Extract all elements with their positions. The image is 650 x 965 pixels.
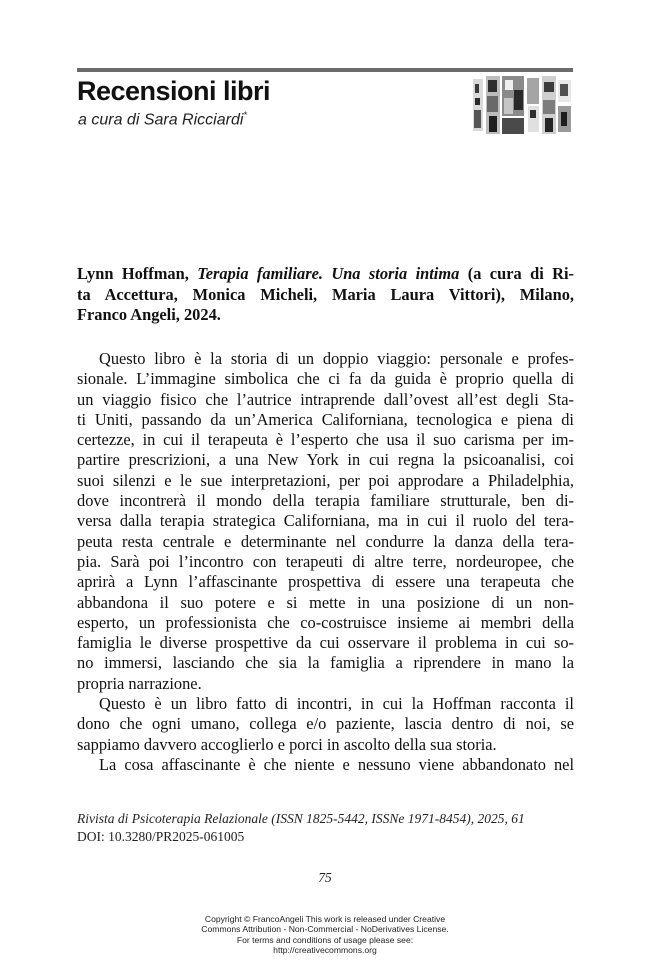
- editor-line: [78, 110, 247, 129]
- body-line: abbandona il suo potere e si mette in una posizione di un non-: [77, 592, 574, 612]
- body-line: versa dalla terapia strategica Californiana, ma in cui il ruolo del tera-: [77, 511, 574, 531]
- license-notice: [0, 914, 650, 955]
- license-line: For terms and conditions of usage please see:: [236, 934, 414, 945]
- body-line: Questo è un libro fatto di incontri, in cui la Hoffman racconta il: [99, 694, 574, 714]
- editor-footnote-mark: *: [243, 110, 247, 120]
- license-line: Copyright © FrancoAngeli This work is released under Creative: [204, 914, 446, 924]
- body-line: esperto, un professionista che co-costruisce insieme ai membri della: [77, 612, 574, 632]
- body-line: un viaggio fisico che l’autrice intraprende dall’ovest all’est degli Sta-: [77, 389, 574, 409]
- journal-citation: Rivista di Psicoterapia Relazionale (ISSN 1825-5442, ISSNe 1971-8454), 2025, 61: [77, 811, 525, 826]
- header-collage-image: [472, 76, 572, 134]
- body-line: sappiamo davvero accoglierlo e porci in ascolto della sua storia.: [77, 734, 497, 754]
- section-title: Recensioni libri: [77, 76, 271, 106]
- body-line: ti Uniti, passando da un’America Californiana, tecnologica e piena di: [77, 409, 574, 429]
- body-line: aprirà a Lynn l’affascinante prospettiva di essere una terapeuta che: [77, 572, 574, 592]
- page-number: 75: [318, 870, 332, 885]
- body-line: Questo libro è la storia di un doppio viaggio: personale e profes-: [99, 349, 574, 368]
- body-line: no immersi, lasciando che sia la famiglia a riprendere in mano la: [77, 653, 574, 673]
- body-line: peuta resta centrale e determinante nel condurre la danza della tera-: [77, 531, 574, 551]
- body-line: dono che ogni umano, collega e/o paziente, lascia dentro di noi, se: [77, 714, 574, 734]
- book-reference: [77, 264, 574, 326]
- book-title: Terapia familiare. Una storia intima: [197, 264, 460, 283]
- body-line: pia. Sarà poi l’incontro con terapeuti di altre terre, nordeuropee, che: [77, 551, 574, 571]
- body-line: suoi silenzi e le sue interpretazioni, per poi approdare a Philadelphia,: [77, 470, 574, 490]
- body-line: famiglia le diverse prospettive da cui osservare il problema in cui so-: [77, 633, 574, 653]
- header-rule: [77, 68, 573, 72]
- body-line: propria narrazione.: [77, 673, 202, 693]
- review-body: [77, 349, 574, 775]
- editor-name: a cura di Sara Ricciardi: [78, 111, 244, 129]
- body-line: certezze, in cui il terapeuta è l’esperto che usa il suo carisma per im-: [77, 430, 574, 450]
- book-ref-line-2: ta Accettura, Monica Micheli, Maria Laura Vittori), Milano,: [77, 284, 574, 304]
- book-ref-text: (a cura di Ri-: [467, 264, 575, 283]
- license-url: http://creativecommons.org: [273, 944, 377, 955]
- book-ref-line-1: [77, 264, 574, 285]
- license-line: Commons Attribution - Non-Commercial - NoDerivatives License.: [201, 924, 449, 935]
- doi: DOI: 10.3280/PR2025-061005: [77, 829, 245, 844]
- body-line: partire prescrizioni, a una New York in cui regna la psicoanalisi, coi: [77, 450, 574, 470]
- body-line: dove incontrerà il mondo della terapia familiare strutturale, ben di-: [77, 491, 574, 511]
- book-author: Lynn Hoffman,: [77, 264, 189, 283]
- body-line: La cosa affascinante è che niente e nessuno viene abbandonato nel: [99, 754, 574, 774]
- body-line: sionale. L’immagine simbolica che ci fa da guida è proprio quella di: [77, 369, 574, 389]
- book-ref-line-3: Franco Angeli, 2024.: [77, 305, 221, 324]
